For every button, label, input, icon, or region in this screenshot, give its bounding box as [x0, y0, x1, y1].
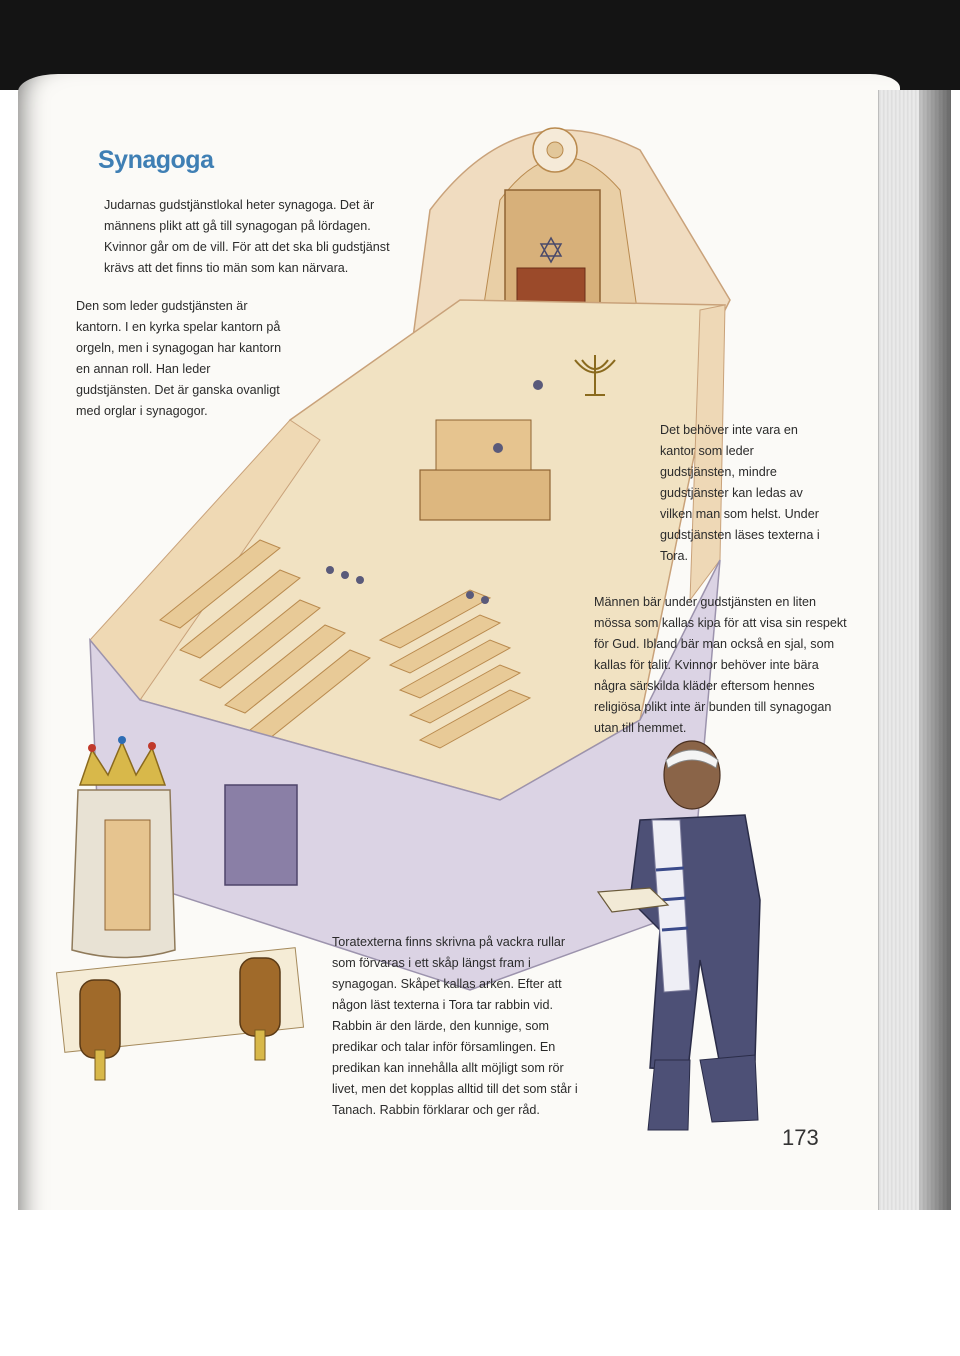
paragraph-torah-scrolls: Toratexterna finns skrivna på vackra rullar som förvaras i ett skåp längst fram i synagogan. Skåpet kallas arken. Efter att någon läst texterna i Tora tar rabbin vid. Rabbin är den lärde, den kunnige, som predikar och talar inför församlingen. En predikan kan innehålla allt möjligt som rör livet, men det kopplas alltid till det som står i Tanach. Rabbin förklarar och ger råd.	[332, 935, 578, 1117]
page-title: Synagoga	[98, 146, 214, 174]
synagogue-door	[225, 785, 297, 885]
scroll-handle-left-icon	[80, 980, 120, 1080]
bimah	[420, 470, 550, 520]
paragraph-tora-reading: Det behöver inte vara en kantor som leder gudstjänsten, mindre gudstjänster kan ledas av vilken man som helst. Under gudstjänsten läses texterna i Tora.	[660, 423, 820, 563]
scroll-handle-right-icon	[240, 958, 280, 1060]
page-bottom-margin	[0, 1210, 960, 1356]
paragraph-kantor: Den som leder gudstjänsten är kantorn. I en kyrka spelar kantorn på orgeln, men i synagogan har kantorn en annan roll. Han leder gudstjänsten. Det är ganska ovanligt med orglar i synagogor.	[76, 299, 282, 418]
paragraph-kipa: Männen bär under gudstjänsten en liten mössa som kallas kipa för att visa sin respekt för Gud. Ibland bär man också en sjal, som kallas för talit. Kvinnor behöver inte bära några särskilda kläder eftersom hennes religiösa plikt inte är bunden till synagogan utan till hemmet.	[594, 595, 847, 735]
page-number: 173	[782, 1125, 819, 1150]
paragraph-intro: Judarnas gudstjänstlokal heter synagoga. Det är männens plikt att gå till synagogan på lördagen. Kvinnor går om de vill. För att det ska bli gudstjänst krävs att det finns tio män som kan närvara.	[104, 198, 390, 275]
